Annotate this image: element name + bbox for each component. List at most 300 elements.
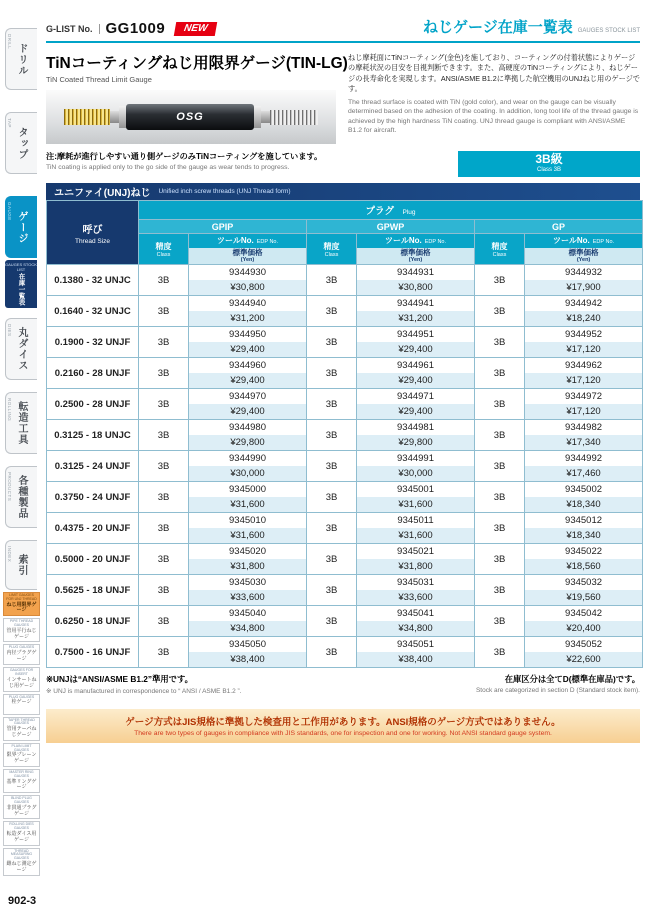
thread-size-cell: 0.7500 - 16 UNJF: [47, 637, 139, 668]
class-cell: 3B: [475, 451, 525, 482]
g-list-no: GG1009: [105, 20, 166, 37]
section-bar: [46, 183, 640, 200]
sidebar-tab[interactable]: [5, 540, 37, 590]
tool-price-cell: [189, 513, 307, 544]
sidebar-gauge-item-jp: 基準リングゲージ: [6, 778, 37, 791]
page-title: TiNコーティングねじ用限界ゲージ(TIN-LG): [46, 55, 348, 72]
class-cell: 3B: [307, 637, 357, 668]
edp-number: 9345022: [525, 544, 642, 559]
class-cell: 3B: [475, 513, 525, 544]
footnote-left: [46, 673, 241, 695]
thread-size-cell: 0.2160 - 28 UNJF: [47, 358, 139, 389]
table-row: [47, 513, 643, 544]
tool-price-cell: [189, 358, 307, 389]
g-list-number: [46, 20, 217, 37]
gauge-neck: [261, 111, 270, 123]
price: ¥31,600: [189, 528, 306, 543]
gauge-handle: [126, 104, 254, 130]
sidebar-gauge-item-en: PLAIN LIMIT GAUGES: [11, 743, 32, 752]
price: ¥29,400: [189, 404, 306, 419]
tool-price-cell: [189, 296, 307, 327]
edp-number: 9344962: [525, 358, 642, 373]
sidebar-tab-label: 索引: [16, 554, 27, 576]
thread-size-cell: 0.5000 - 20 UNJF: [47, 544, 139, 575]
class-header-jp: 精度: [155, 241, 172, 251]
edp-number: 9345030: [189, 575, 306, 590]
price: ¥31,600: [357, 497, 474, 512]
sidebar-gauge-item[interactable]: [3, 618, 40, 642]
tool-no-header: [357, 234, 475, 265]
tool-no-header-en: EDP No.: [592, 239, 615, 245]
gauge-price-table: [46, 200, 643, 668]
sidebar-gauge-item-en: PLUG GAUGES: [8, 645, 35, 650]
page-subtitle: TiN Coated Thread Limit Gauge: [46, 75, 152, 84]
notice-en: There are two types of gauges in compliance with JIS standards, one for inspection and one for working. Not ANSI standard gauge system.: [134, 730, 552, 737]
price: ¥17,120: [525, 404, 642, 419]
sidebar-tab-label: タップ: [16, 126, 27, 160]
thread-size-header-en: Thread Size: [74, 237, 111, 245]
edp-number: 9345031: [357, 575, 474, 590]
edp-number: 9344980: [189, 420, 306, 435]
price: ¥30,000: [189, 466, 306, 481]
section-title-en: Unified inch screw threads (UNJ Thread form): [158, 188, 291, 195]
class-cell: 3B: [307, 296, 357, 327]
sidebar-gauge-item-jp: 内径プラグゲージ: [6, 650, 37, 662]
sidebar-gauge-item-jp: 限界プレーンゲージ: [6, 752, 37, 765]
price: ¥29,800: [357, 435, 474, 450]
edp-number: 9344992: [525, 451, 642, 466]
price: ¥31,200: [357, 311, 474, 326]
sidebar-gauge-item-jp: ねじ用限界ゲージ: [6, 601, 37, 614]
thread-size-cell: 0.2500 - 28 UNJF: [47, 389, 139, 420]
edp-number: 9344961: [357, 358, 474, 373]
tool-price-cell: [189, 327, 307, 358]
title-column: [46, 51, 348, 144]
sidebar-gauge-item-en: THREAD MEASURING GAUGES: [10, 848, 33, 861]
tool-price-cell: [525, 513, 643, 544]
price: ¥18,340: [525, 528, 642, 543]
class-cell: 3B: [139, 544, 189, 575]
table-row: [47, 575, 643, 606]
table-row: [47, 606, 643, 637]
price: ¥31,200: [189, 311, 306, 326]
new-badge: NEW: [174, 22, 218, 36]
class-header: [475, 234, 525, 265]
price: ¥33,600: [357, 590, 474, 605]
sidebar-tab-label: 各種製品: [16, 475, 27, 519]
tool-price-cell: [525, 327, 643, 358]
notice-box: [46, 709, 640, 743]
sidebar-tab-label: ドリル: [16, 42, 27, 76]
footnote-right: [476, 673, 640, 695]
stock-list-title-jp: ねじゲージ在庫一覧表: [423, 19, 573, 36]
class-cell: 3B: [475, 265, 525, 296]
tool-price-cell: [525, 420, 643, 451]
class-header-en: Class: [156, 251, 171, 258]
table-body: [47, 265, 643, 668]
sidebar-gauge-item-jp: 管用平行ねじゲージ: [6, 627, 37, 640]
edp-number: 9345011: [357, 513, 474, 528]
class-cell: 3B: [475, 358, 525, 389]
class-cell: 3B: [307, 358, 357, 389]
price: ¥29,800: [189, 435, 306, 450]
sidebar-gauge-item[interactable]: [3, 743, 40, 767]
sidebar-gauge-item-en: MASTER RING GAUGES: [9, 769, 34, 778]
product-description-jp: ねじ摩耗面にTiNコーティング(金色)を施しており、コーティングの付着状態によりゲージの摩耗状況の目安を目視判断できます。また、高硬度のTiNコーティングにより、ねじゲージの長寿命化を実現します。ANSI/ASME B1.2に準拠した航空機用のUNJねじ用のゲージです。: [348, 53, 640, 94]
edp-number: 9344990: [189, 451, 306, 466]
class-cell: 3B: [475, 296, 525, 327]
tool-price-cell: [357, 358, 475, 389]
edp-number: 9344991: [357, 451, 474, 466]
price: ¥17,900: [525, 280, 642, 295]
class-cell: 3B: [139, 637, 189, 668]
sidebar-tab-en-label: PRODUCTS: [7, 472, 12, 502]
class-cell: 3B: [475, 482, 525, 513]
class-cell: 3B: [307, 389, 357, 420]
tool-price-cell: [189, 575, 307, 606]
class-cell: 3B: [475, 327, 525, 358]
table-row: [47, 544, 643, 575]
sidebar-gauge-item-jp: 転造ダイス用ゲージ: [6, 831, 37, 843]
tool-price-cell: [357, 637, 475, 668]
class-cell: 3B: [139, 575, 189, 606]
class-cell: 3B: [475, 637, 525, 668]
class-cell: 3B: [139, 327, 189, 358]
stock-list-box-jp: 在庫一覧表: [17, 273, 25, 306]
gauge-neck: [110, 111, 119, 123]
edp-number: 9345021: [357, 544, 474, 559]
sidebar-tab-label: ゲージ: [16, 210, 27, 244]
class-header-jp: 精度: [323, 241, 340, 251]
sidebar-tab-en-label: ROLLING: [7, 398, 12, 422]
class-cell: 3B: [307, 327, 357, 358]
group-header-gpwp: GPWP: [307, 220, 475, 234]
edp-number: 9345050: [189, 637, 306, 652]
tool-price-cell: [357, 575, 475, 606]
edp-number: 9345010: [189, 513, 306, 528]
plug-header-jp: プラグ: [365, 206, 395, 217]
table-row: [47, 296, 643, 327]
price-header-en: (Yen): [240, 257, 255, 263]
thread-size-cell: 0.6250 - 18 UNJF: [47, 606, 139, 637]
thread-size-cell: 0.4375 - 20 UNJF: [47, 513, 139, 544]
price: ¥38,400: [357, 652, 474, 667]
tool-price-cell: [525, 296, 643, 327]
class-header: [139, 234, 189, 265]
table-row: [47, 327, 643, 358]
tool-price-cell: [525, 575, 643, 606]
tool-no-header: [189, 234, 307, 265]
sidebar-gauge-item-jp: 管用テーパねじゲージ: [6, 726, 37, 738]
class-badge-en: Class 3B: [536, 167, 561, 173]
sidebar-gauge-item-jp: 非貫通プラグゲージ: [6, 804, 37, 817]
class-cell: 3B: [307, 482, 357, 513]
tool-no-header-jp: ツールNo.: [216, 236, 254, 245]
class-cell: 3B: [139, 606, 189, 637]
class-cell: 3B: [139, 296, 189, 327]
tool-price-cell: [357, 606, 475, 637]
price: ¥29,400: [189, 342, 306, 357]
table-row: [47, 265, 643, 296]
price: ¥17,460: [525, 466, 642, 481]
class-cell: 3B: [475, 544, 525, 575]
class-cell: 3B: [307, 420, 357, 451]
sidebar-gauge-item[interactable]: [3, 717, 40, 741]
price: ¥29,400: [357, 373, 474, 388]
coating-note-en: TiN coating is applied only to the go side of the gauge as wear tends to progress.: [46, 164, 290, 171]
tool-price-cell: [357, 327, 475, 358]
price: ¥17,120: [525, 373, 642, 388]
table-row: [47, 637, 643, 668]
sidebar-tab[interactable]: [5, 28, 37, 90]
sidebar-gauge-item-en: BLIND PLUG GAUGES: [11, 796, 32, 804]
sidebar-tab[interactable]: [5, 392, 37, 454]
price-header-jp: 標準価格: [232, 248, 263, 257]
class-badge: [458, 151, 640, 177]
sidebar-tab-en-label: DIES: [7, 324, 12, 337]
sidebar: [0, 0, 42, 919]
table-head: [47, 201, 643, 265]
thread-size-header-jp: 呼び: [82, 224, 103, 236]
price-header-jp: 標準価格: [400, 248, 431, 257]
price: ¥30,800: [357, 280, 474, 295]
sidebar-tab[interactable]: [5, 196, 37, 258]
tool-price-cell: [357, 296, 475, 327]
class-cell: 3B: [475, 420, 525, 451]
sidebar-gauge-item[interactable]: [3, 795, 40, 819]
sidebar-gauge-item-en: TAPER THREAD GAUGES: [8, 717, 35, 726]
tool-price-cell: [189, 451, 307, 482]
class-cell: 3B: [307, 575, 357, 606]
price: ¥29,400: [357, 342, 474, 357]
tool-price-cell: [189, 544, 307, 575]
gauge-collar: [119, 106, 126, 128]
edp-number: 9344932: [525, 265, 642, 280]
footnote-left-jp: ※UNJは“ANSI/ASME B1.2”準用です。: [46, 674, 193, 684]
intro-section: [46, 51, 640, 144]
plug-header: [139, 201, 643, 220]
g-list-label: G-LIST No.: [46, 24, 100, 34]
price: ¥38,400: [189, 652, 306, 667]
stock-list-title: [423, 16, 640, 37]
sidebar-gauge-item[interactable]: [3, 644, 40, 665]
tool-price-cell: [525, 389, 643, 420]
class-cell: 3B: [139, 513, 189, 544]
edp-number: 9344930: [189, 265, 306, 280]
tool-price-cell: [357, 513, 475, 544]
price-header-jp: 標準価格: [568, 248, 599, 257]
footnote-right-en: Stock are categorized in section D (Standard stock item).: [475, 687, 640, 694]
tool-price-cell: [525, 544, 643, 575]
edp-number: 9345040: [189, 606, 306, 621]
sidebar-gauge-item-jp: 雌ねじ測定ゲージ: [6, 861, 37, 873]
table-row: [47, 358, 643, 389]
tool-price-cell: [357, 451, 475, 482]
price: ¥17,120: [525, 342, 642, 357]
sidebar-gauge-item-en: ROLLING DIES GAUGES: [9, 822, 34, 831]
edp-number: 9344942: [525, 296, 642, 311]
sidebar-gauge-item[interactable]: [3, 821, 40, 845]
class-cell: 3B: [307, 513, 357, 544]
thread-size-cell: 0.3125 - 24 UNJF: [47, 451, 139, 482]
sidebar-gauge-item-jp: インサートねじ用ゲージ: [6, 677, 37, 689]
tool-price-cell: [525, 358, 643, 389]
price: ¥31,600: [189, 497, 306, 512]
edp-number: 9344982: [525, 420, 642, 435]
edp-number: 9344951: [357, 327, 474, 342]
product-description: [348, 51, 640, 144]
tool-price-cell: [357, 544, 475, 575]
price: ¥18,560: [525, 559, 642, 574]
stock-list-title-en: GAUGES STOCK LIST: [577, 28, 640, 34]
price: ¥31,800: [189, 559, 306, 574]
gold-thread-end: [64, 109, 110, 125]
edp-number: 9344952: [525, 327, 642, 342]
price: ¥31,800: [357, 559, 474, 574]
thread-size-header: [47, 201, 139, 265]
table-row: [47, 420, 643, 451]
thread-size-cell: 0.5625 - 18 UNJF: [47, 575, 139, 606]
tool-price-cell: [357, 265, 475, 296]
sidebar-tab-en-label: DRILL: [7, 34, 12, 50]
edp-number: 9344940: [189, 296, 306, 311]
tool-price-cell: [189, 389, 307, 420]
edp-number: 9344960: [189, 358, 306, 373]
price: ¥18,340: [525, 497, 642, 512]
tool-price-cell: [189, 265, 307, 296]
tool-price-cell: [357, 482, 475, 513]
class-badge-jp: 3B級: [535, 152, 563, 166]
edp-number: 9345032: [525, 575, 642, 590]
sidebar-gauge-item[interactable]: [3, 769, 40, 793]
price-header-en: (Yen): [408, 257, 423, 263]
edp-number: 9345041: [357, 606, 474, 621]
price: ¥30,800: [189, 280, 306, 295]
tool-price-cell: [189, 637, 307, 668]
sidebar-gauge-item-en: PLUG GAUGES: [8, 694, 35, 699]
sidebar-tab-en-label: INDEX: [7, 546, 12, 563]
silver-thread-end: [270, 110, 318, 125]
class-cell: 3B: [139, 265, 189, 296]
price: ¥34,800: [357, 621, 474, 636]
product-description-en: The thread surface is coated with TiN (gold color), and wear on the gauge can be visually determined based on the adhesion of the coating. In addition, long tool life of the thread gauge is achieved by the high hardness TiN coating. UNJ thread gauge is compliant with ANSI/ASME B1.2 for aircraft.: [348, 98, 639, 135]
group-header-gp: GP: [475, 220, 643, 234]
price: ¥19,560: [525, 590, 642, 605]
edp-number: 9345002: [525, 482, 642, 497]
class-cell: 3B: [475, 606, 525, 637]
class-cell: 3B: [475, 575, 525, 606]
sidebar-tab[interactable]: [5, 318, 37, 380]
tool-price-cell: [525, 637, 643, 668]
sidebar-tab[interactable]: [5, 466, 37, 528]
page-content: [46, 16, 640, 743]
group-header-gpip: GPIP: [139, 220, 307, 234]
class-cell: 3B: [139, 451, 189, 482]
thread-gauge-image: [64, 104, 318, 130]
tool-price-cell: [189, 420, 307, 451]
price: ¥30,000: [357, 466, 474, 481]
tool-no-header-jp: ツールNo.: [384, 236, 422, 245]
table-row: [47, 482, 643, 513]
price: ¥18,240: [525, 311, 642, 326]
section-title-jp: ユニファイ(UNJ)ねじ: [54, 188, 151, 199]
sidebar-gauge-item[interactable]: [3, 694, 40, 715]
thread-size-cell: 0.1380 - 32 UNJC: [47, 265, 139, 296]
thread-size-cell: 0.1900 - 32 UNJF: [47, 327, 139, 358]
plug-header-en: Plug: [402, 209, 416, 216]
sidebar-gauge-item[interactable]: [3, 848, 40, 876]
stock-list-box-en: GAUGES STOCK LIST: [5, 262, 37, 272]
class-cell: 3B: [307, 606, 357, 637]
thread-size-cell: 0.3750 - 24 UNJF: [47, 482, 139, 513]
edp-number: 9344972: [525, 389, 642, 404]
price: ¥22,600: [525, 652, 642, 667]
tool-price-cell: [189, 482, 307, 513]
coating-note-jp: 注:摩耗が進行しやすい通り側ゲージのみTiNコーティングを施しています。: [46, 152, 323, 161]
class-header-jp: 精度: [491, 241, 508, 251]
sidebar-gauge-index: [3, 592, 40, 876]
tool-price-cell: [525, 482, 643, 513]
class-cell: 3B: [139, 482, 189, 513]
sidebar-gauge-item[interactable]: [3, 667, 40, 691]
tool-price-cell: [357, 389, 475, 420]
footnotes: [46, 673, 640, 695]
class-header-en: Class: [324, 251, 339, 258]
sidebar-gauge-item-en: PIPE THREAD GAUGES: [9, 619, 34, 628]
tool-no-header-en: EDP No.: [424, 239, 447, 245]
edp-number: 9345051: [357, 637, 474, 652]
thread-size-cell: 0.1640 - 32 UNJC: [47, 296, 139, 327]
class-cell: 3B: [307, 544, 357, 575]
sidebar-tab-label: 転造工具: [16, 401, 27, 445]
price: ¥17,340: [525, 435, 642, 450]
tool-no-header-jp: ツールNo.: [553, 236, 590, 245]
tool-no-header: [525, 234, 643, 265]
sidebar-gauge-item[interactable]: [3, 592, 40, 616]
class-header-en: Class: [492, 251, 507, 258]
sidebar-tab[interactable]: [5, 112, 37, 174]
edp-number: 9344950: [189, 327, 306, 342]
sidebar-gauge-item-en: LIMIT GAUGES FOR UNJ THREAD: [6, 593, 37, 601]
sidebar-gauge-item-en: GAUGES FOR INSERT: [9, 668, 34, 677]
tool-price-cell: [357, 420, 475, 451]
brand-logo-text: OSG: [176, 111, 204, 123]
notice-jp: ゲージ方式はJIS規格に準拠した検査用と工作用があります。ANSI規格のゲージ方式ではありません。: [125, 717, 561, 728]
class-cell: 3B: [307, 451, 357, 482]
class-cell: 3B: [139, 389, 189, 420]
stock-list-box: [5, 260, 37, 308]
class-header: [307, 234, 357, 265]
edp-number: 9345001: [357, 482, 474, 497]
edp-number: 9345012: [525, 513, 642, 528]
page-number: 902-3: [8, 895, 37, 907]
thread-size-cell: 0.3125 - 18 UNJC: [47, 420, 139, 451]
edp-number: 9344971: [357, 389, 474, 404]
class-cell: 3B: [307, 265, 357, 296]
product-photo: [46, 90, 336, 144]
class-cell: 3B: [139, 358, 189, 389]
table-row: [47, 389, 643, 420]
price-header-en: (Yen): [576, 257, 591, 263]
sidebar-gauge-item-jp: 栓ゲージ: [11, 699, 32, 706]
page-header: [46, 16, 640, 43]
footnote-right-jp: 在庫区分は全てD(標準在庫品)です。: [504, 674, 640, 684]
coating-note: [46, 151, 322, 171]
price: ¥34,800: [189, 621, 306, 636]
edp-number: 9345052: [525, 637, 642, 652]
edp-number: 9344981: [357, 420, 474, 435]
edp-number: 9344970: [189, 389, 306, 404]
